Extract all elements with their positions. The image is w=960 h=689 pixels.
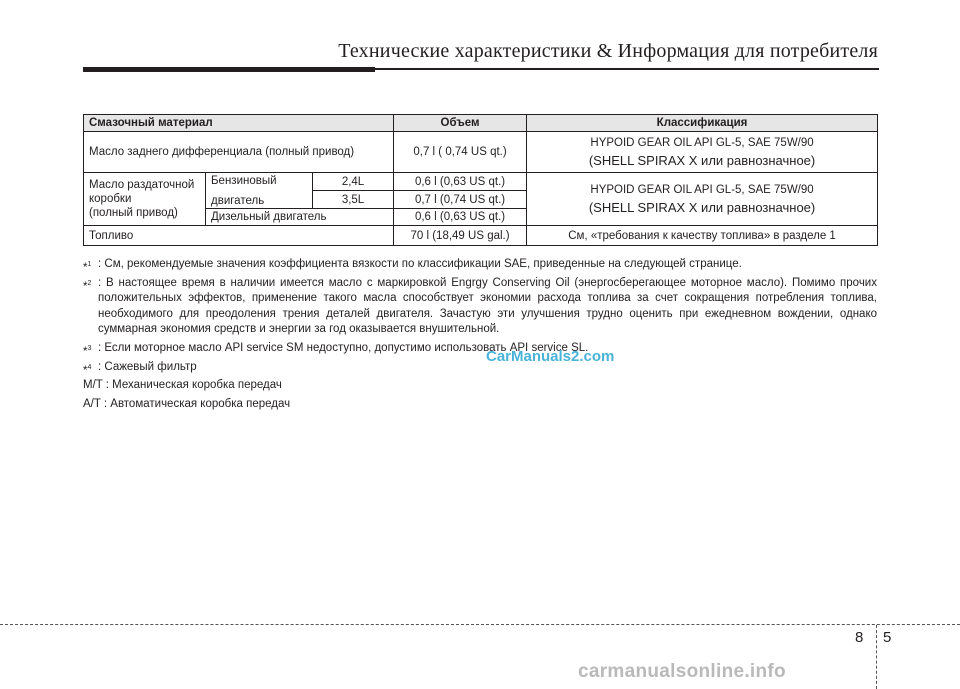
abbrev-at: A/T : Автоматическая коробка передач (83, 397, 291, 410)
row2-petrol-a: 2,4L (313, 173, 394, 191)
row2-petrol-a-volume: 0,6 l (0,63 US qt.) (394, 173, 527, 191)
footnote-marker: *$^4$ (83, 363, 92, 377)
table-row (84, 173, 878, 191)
row2-petrol-line1: Бензиновый (211, 174, 277, 187)
abbrev-mt: M/T : Механическая коробка передач (83, 379, 282, 392)
footnotes (83, 257, 877, 415)
header-rule-thick (83, 67, 375, 72)
watermark-carmanuals2: CarManuals2.com (486, 348, 615, 365)
page-header-title: Технические характеристики & Информация для потребителя (338, 40, 878, 62)
row3-name: Топливо (84, 226, 394, 246)
row2-petrol-line2: двигатель (211, 194, 265, 207)
footnote-text: : Если моторное масло API service SM недоступно, допустимо использовать API service SL. (98, 341, 589, 354)
watermark-site: carmanualsonline.info (578, 661, 786, 682)
row3-volume: 70 l (18,49 US gal.) (394, 226, 527, 246)
row2-petrol-engine (206, 173, 313, 209)
footer-dashed-rule (0, 624, 960, 625)
header-volume: Объем (394, 115, 527, 132)
row2-name-line3: (полный привод) (89, 207, 178, 219)
footnote-marker: *$^3$ (83, 344, 92, 358)
row2-classification (527, 173, 878, 226)
table-row (84, 132, 878, 173)
row1-name: Масло заднего дифференциала (полный привод) (84, 132, 394, 173)
row2-petrol-b-volume: 0,7 l (0,74 US qt.) (394, 191, 527, 209)
row2-class-line1: HYPOID GEAR OIL API GL-5, SAE 75W/90 (590, 184, 814, 196)
row2-name (84, 173, 206, 226)
row2-diesel: Дизельный двигатель (206, 209, 394, 226)
page-number: 5 (883, 629, 892, 646)
footnote-text: : Сажевый фильтр (98, 360, 197, 373)
page-section-number: 8 (855, 629, 864, 646)
row1-class-line1: HYPOID GEAR OIL API GL-5, SAE 75W/90 (590, 137, 814, 149)
footnote-4 (83, 360, 877, 376)
table-row (84, 226, 878, 246)
row1-class-line2: (SHELL SPIRAX X или равнозначное) (588, 153, 816, 168)
footnote-text: : См, рекомендуемые значения коэффициента вязкости по классификации SAE, приведенные на следующей странице. (98, 258, 742, 270)
row2-class-line2: (SHELL SPIRAX X или равнозначное) (588, 200, 816, 215)
lubricants-table (83, 114, 878, 246)
footnote-text: : В настоящее время в наличии имеется масло с маркировкой Engrgy Conserving Oil (энергосберегающее моторное масло). Помимо прочих положительных эффектов, применение такого масла способствует экономии расхода топлива за счет сокращения потребления топлива, необходимого для преодоления трения деталей двигателя. Зачастую эти улучшения трудно оценить при ежедневном вождении, однако суммарная экономия средств и энергии за год оказывается внушительной. (98, 276, 877, 336)
footnote-1 (83, 257, 877, 273)
row2-petrol-b: 3,5L (313, 191, 394, 209)
row3-classification: См, «требования к качеству топлива» в разделе 1 (527, 226, 878, 246)
row2-diesel-volume: 0,6 l (0,63 US qt.) (394, 209, 527, 226)
footer-dashed-divider (876, 625, 877, 689)
table-header-row (84, 115, 878, 132)
row1-volume: 0,7 l ( 0,74 US qt.) (394, 132, 527, 173)
row2-name-line2: коробки (89, 193, 132, 205)
header-classification: Классификация (527, 115, 878, 132)
footnote-marker: *$^1$ (83, 261, 92, 274)
row2-name-line1: Масло раздаточной (89, 179, 195, 191)
header-lubricant: Смазочный материал (84, 115, 394, 132)
footnote-marker: *$^2$ (83, 279, 92, 293)
row1-classification (527, 132, 878, 173)
footnote-3 (83, 341, 877, 357)
footnote-2 (83, 276, 877, 338)
